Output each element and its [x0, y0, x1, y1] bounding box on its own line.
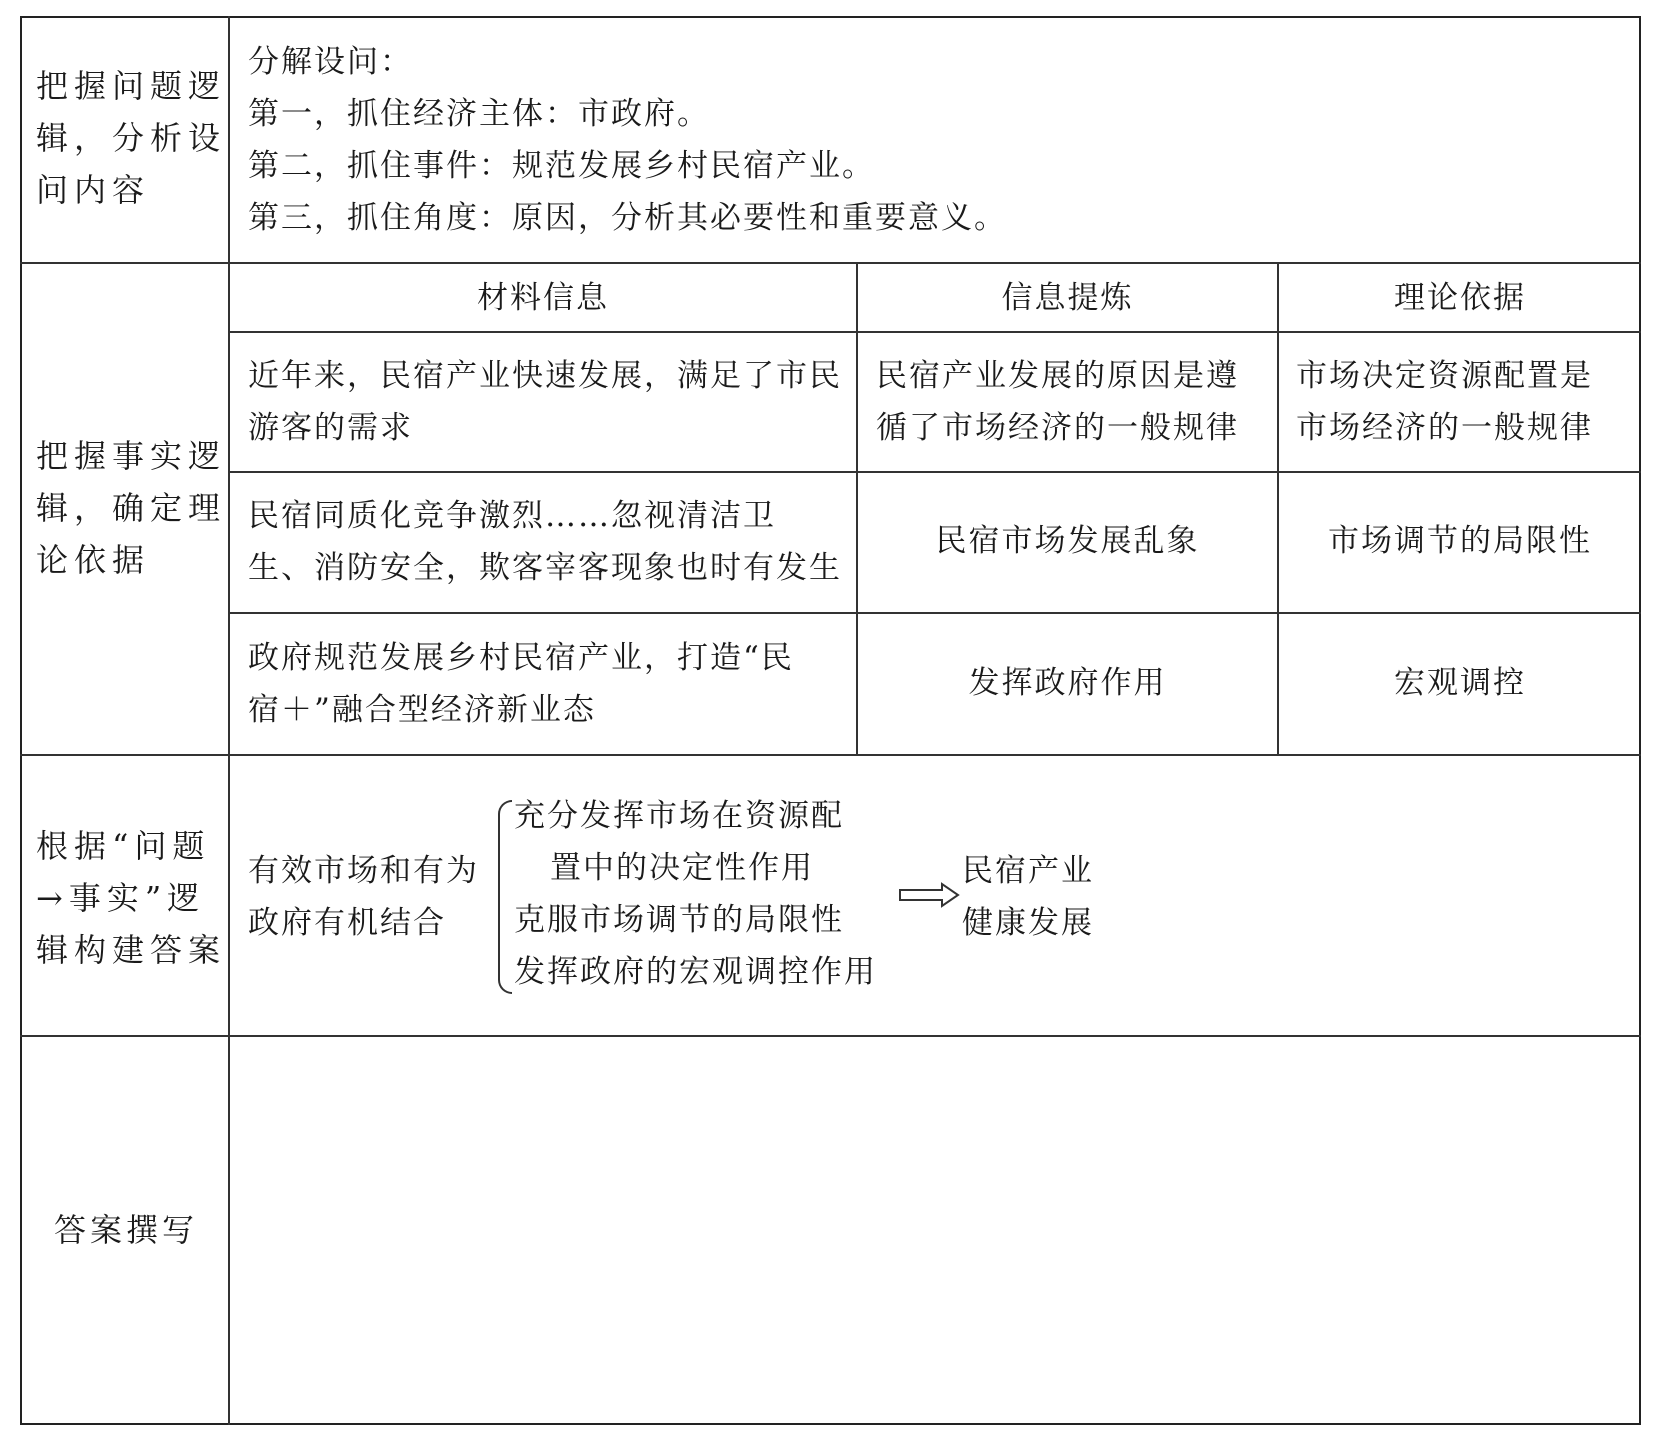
inner-divider — [228, 471, 1641, 473]
table-cell-material: 民宿同质化竞争激烈……忽视清洁卫 生、消防安全，欺客宰客现象也时有发生 — [248, 498, 842, 586]
table-cell-theory: 市场决定资源配置是 市场经济的一般规律 — [1296, 358, 1593, 446]
answer-branches: 充分发挥市场在资源配 置中的决定性作用 克服市场调节的局限性 发挥政府的宏观调控作用 — [514, 798, 877, 990]
table-cell-theory: 市场调节的局限性 — [1328, 523, 1592, 559]
row4-label: 答案撰写 — [54, 1211, 199, 1249]
inner-divider — [228, 331, 1641, 333]
answer-writing-area[interactable] — [232, 1039, 1637, 1421]
header-material: 材料信息 — [477, 280, 609, 316]
table-cell-refined: 发挥政府作用 — [968, 665, 1167, 701]
double-arrow-icon — [898, 882, 960, 908]
row1-content: 分解设问： 第一，抓住经济主体：市政府。 第二，抓住事件：规范发展乡村民宿产业。 第三，抓住角度：原因，分析其必要性和重要意义。 — [248, 44, 1007, 236]
table-cell-refined: 民宿市场发展乱象 — [935, 523, 1200, 559]
row3-label: 根据“问题 →事实”逻 辑构建答案 — [36, 827, 227, 969]
row1-label: 把握问题逻 辑，分析设 问内容 — [36, 67, 227, 209]
row-divider — [20, 1035, 1641, 1037]
header-refined: 信息提炼 — [1001, 280, 1134, 316]
answer-premise: 有效市场和有为 政府有机结合 — [248, 853, 479, 941]
row-divider — [20, 754, 1641, 756]
header-theory: 理论依据 — [1394, 280, 1526, 316]
table-cell-material: 政府规范发展乡村民宿产业，打造“民 宿＋”融合型经济新业态 — [248, 640, 794, 728]
label-column-divider — [228, 16, 230, 1425]
brace-bracket — [498, 800, 512, 994]
table-cell-theory: 宏观调控 — [1394, 665, 1526, 701]
row2-label: 把握事实逻 辑，确定理 论依据 — [36, 437, 227, 579]
answer-result: 民宿产业 健康发展 — [962, 853, 1094, 941]
inner-divider — [228, 612, 1641, 614]
table-cell-material: 近年来，民宿产业快速发展，满足了市民 游客的需求 — [248, 358, 842, 446]
row-divider — [20, 262, 1641, 264]
table-cell-refined: 民宿产业发展的原因是遵 循了市场经济的一般规律 — [876, 358, 1239, 446]
